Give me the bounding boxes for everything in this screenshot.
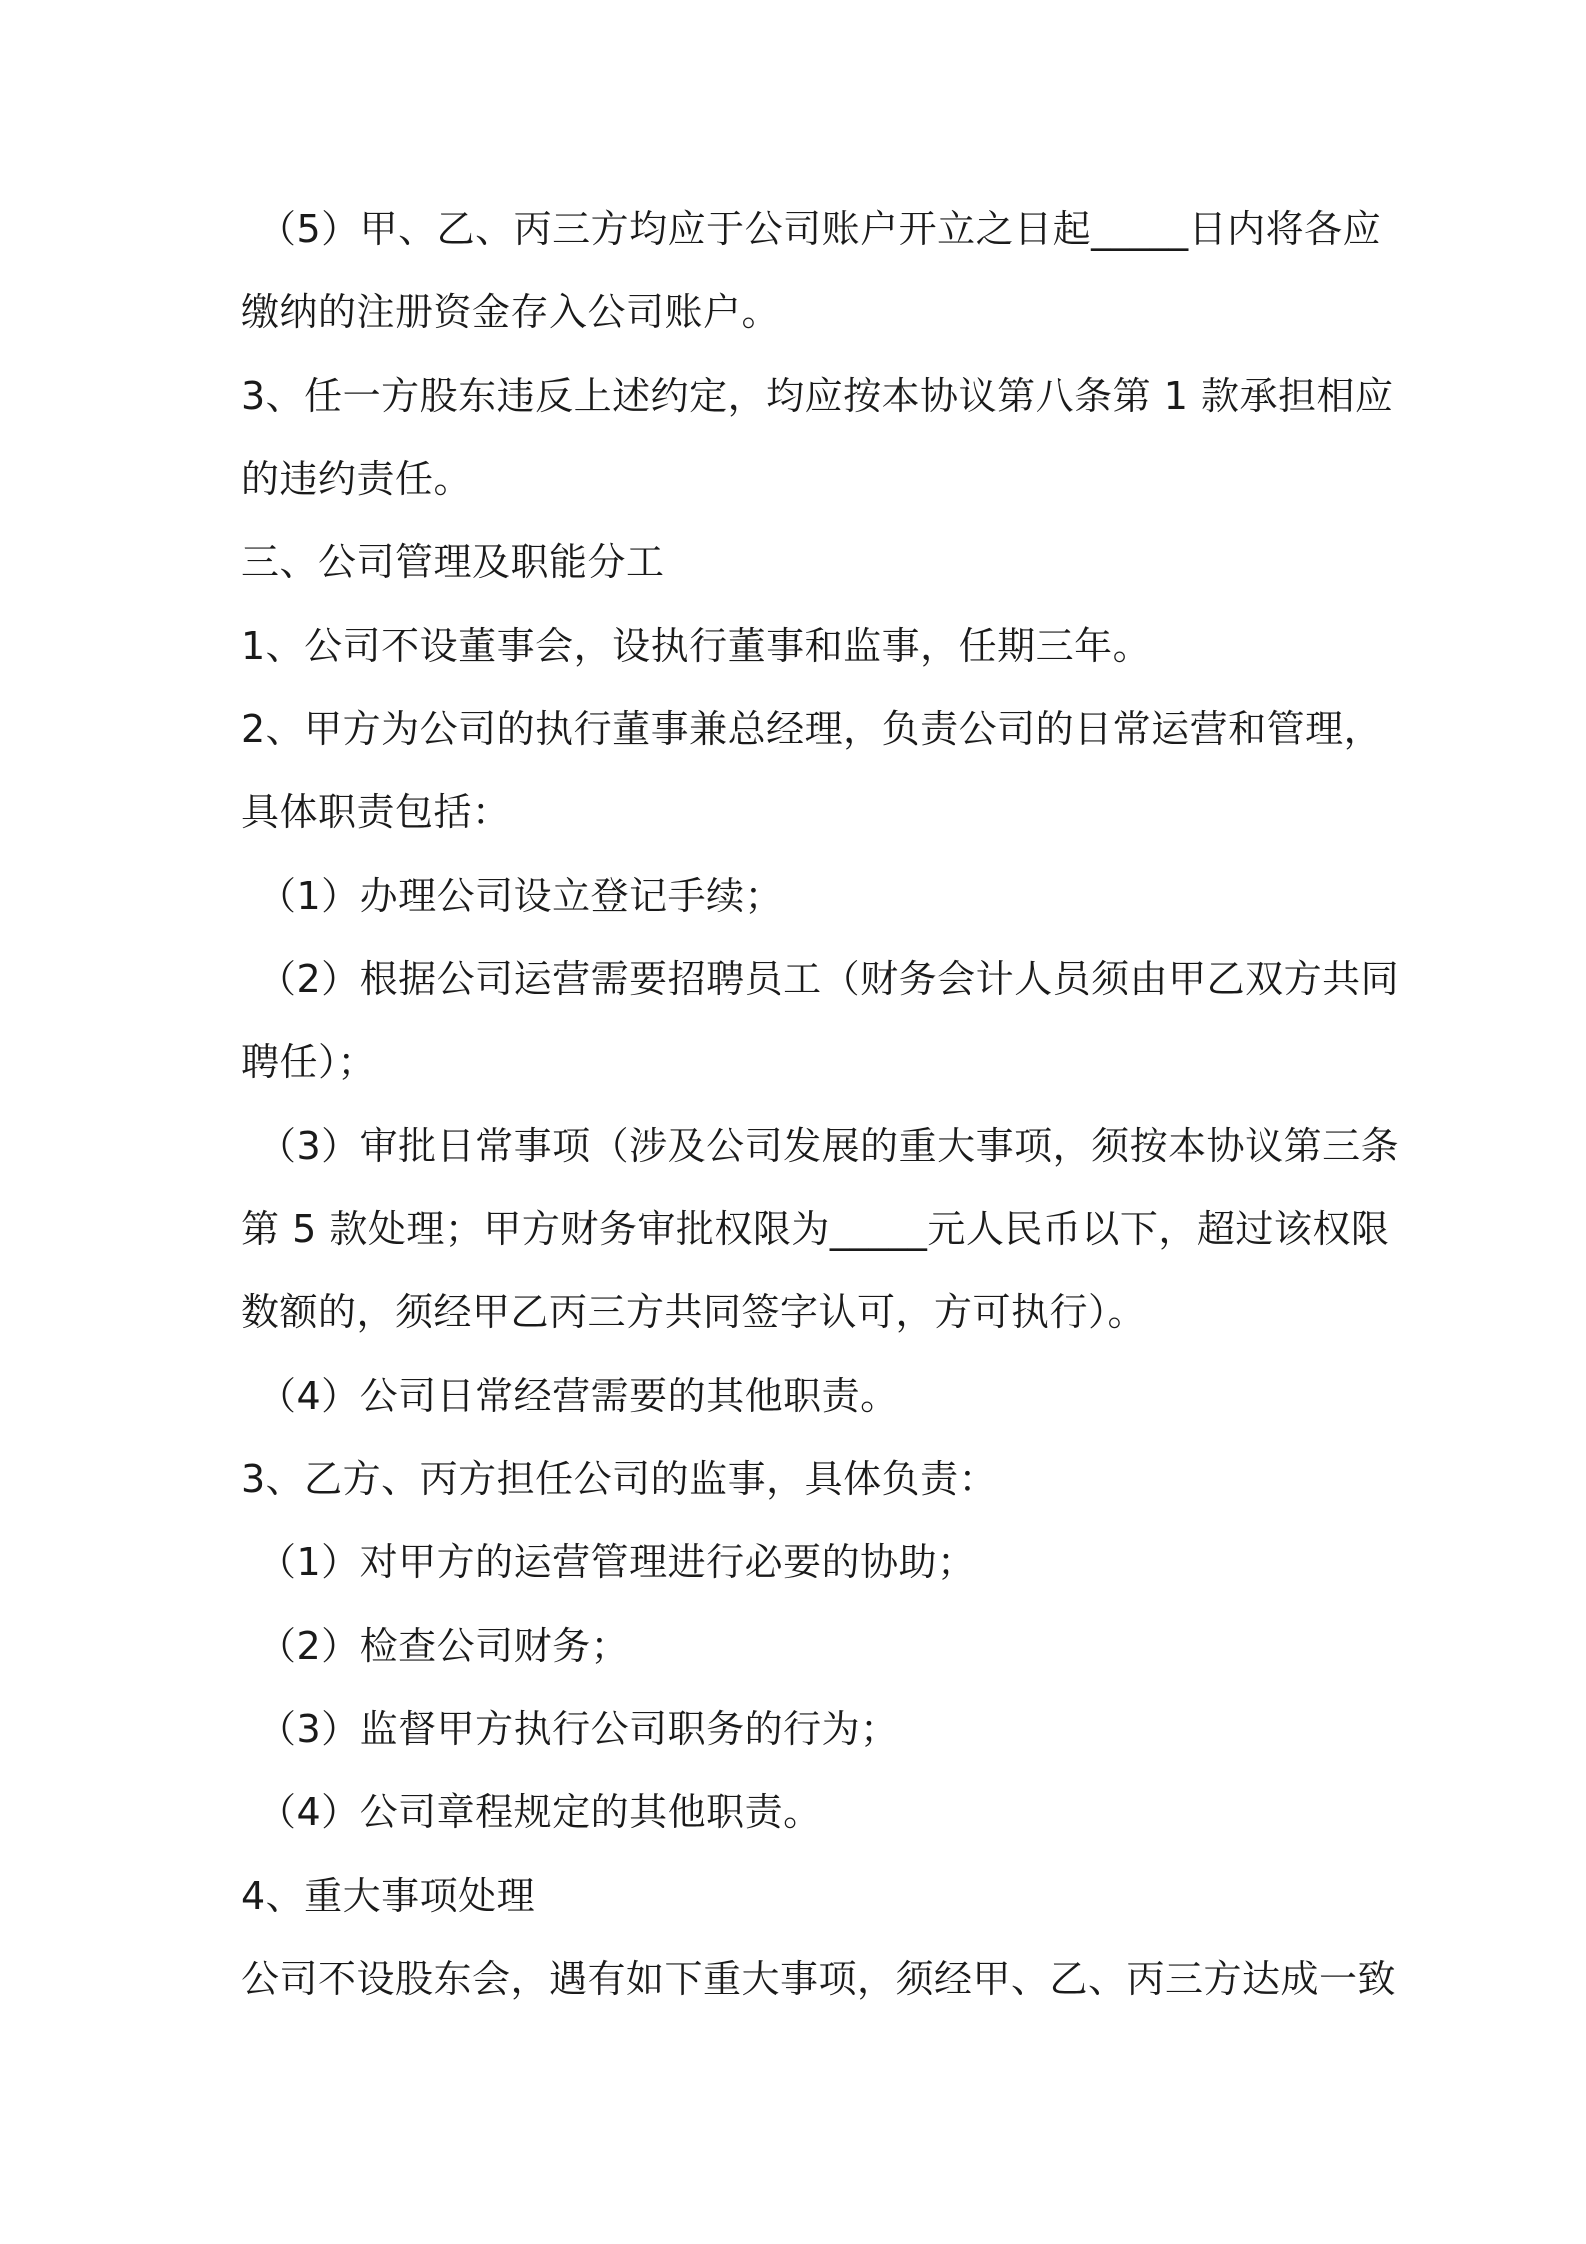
list-item: （3）监督甲方执行公司职务的行为； [258,1707,899,1751]
section-heading: 三、公司管理及职能分工 [241,540,665,584]
paragraph-line: （5）甲、乙、丙三方均应于公司账户开立之日起_____日内将各应 [258,207,1382,251]
list-item: （2）根据公司运营需要招聘员工（财务会计人员须由甲乙双方共同 [258,957,1400,1001]
paragraph-line: 的违约责任。 [241,457,473,501]
paragraph-line: 缴纳的注册资金存入公司账户。 [241,290,781,334]
paragraph-line: 3、乙方、丙方担任公司的监事，具体负责： [241,1457,998,1501]
paragraph-line: 第 5 款处理；甲方财务审批权限为_____元人民币以下，超过该权限 [241,1207,1390,1251]
paragraph-line: 公司不设股东会，遇有如下重大事项，须经甲、乙、丙三方达成一致 [241,1957,1397,2001]
paragraph-line: 具体职责包括： [241,790,511,834]
list-item: （2）检查公司财务； [258,1624,630,1668]
section-heading: 4、重大事项处理 [241,1874,536,1918]
list-item: （3）审批日常事项（涉及公司发展的重大事项，须按本协议第三条 [258,1124,1400,1168]
paragraph-line: 3、任一方股东违反上述约定，均应按本协议第八条第 1 款承担相应 [241,374,1394,418]
list-item: （1）对甲方的运营管理进行必要的协助； [258,1540,976,1584]
paragraph-line: 聘任）； [241,1040,377,1084]
paragraph-line: 数额的，须经甲乙丙三方共同签字认可，方可执行）。 [241,1290,1147,1334]
paragraph-line: 2、甲方为公司的执行董事兼总经理，负责公司的日常运营和管理， [241,707,1383,751]
paragraph-line: 1、公司不设董事会，设执行董事和监事，任期三年。 [241,624,1152,668]
list-item: （1）办理公司设立登记手续； [258,874,784,918]
list-item: （4）公司章程规定的其他职责。 [258,1790,822,1834]
list-item: （4）公司日常经营需要的其他职责。 [258,1374,899,1418]
